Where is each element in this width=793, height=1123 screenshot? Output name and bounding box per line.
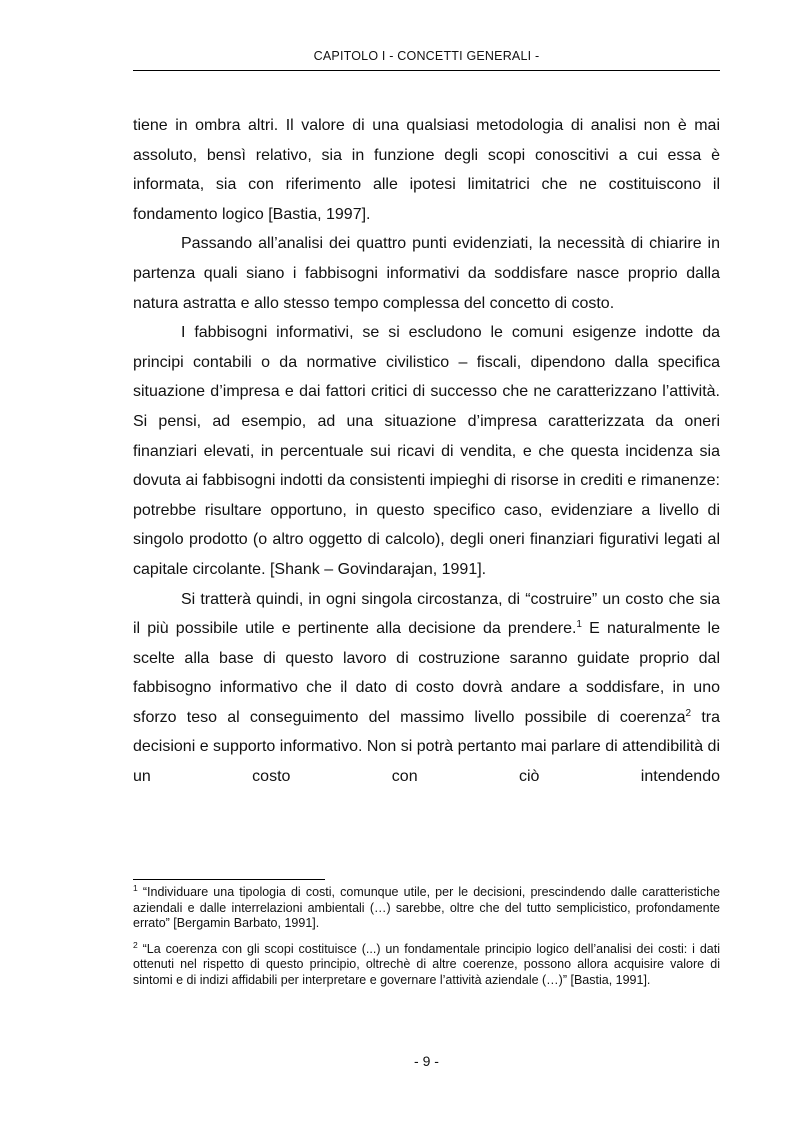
header-divider	[133, 70, 720, 71]
footnote-1	[133, 885, 720, 932]
paragraph-4-text-b: E naturalmente le scelte alla base di questo lavoro di costruzione saranno guidate proprio dal fabbisogno informativo che il dato di costo dovrà andare a soddisfare, in uno sforzo teso al conseguimento del massimo livello possibile di coerenza	[133, 620, 720, 726]
footnote-1-number: 1	[133, 883, 138, 893]
footnote-separator	[133, 879, 325, 880]
footnote-2-text: “La coerenza con gli scopi costituisce (...) un fondamentale principio logico dell’analisi dei costi: i dati ottenuti nel rispetto di questo principio, oltrechè di altre coerenze, possono allora acquisire valore di sintomi e di indizi affidabili per interpretare e governare l’attività aziendale (…)” [Bastia, 1991].	[133, 941, 720, 987]
paragraph-4-text-a: Si tratterà quindi, in ogni singola circostanza, di “costruire” un costo che sia il più possibile utile e pertinente alla decisione da prendere.	[133, 590, 720, 638]
running-header: CAPITOLO I - CONCETTI GENERALI -	[313, 49, 540, 63]
page-number: - 9 -	[414, 1053, 439, 1069]
footnote-2	[133, 939, 720, 989]
paragraph-2: Passando all’analisi dei quattro punti evidenziati, la necessità di chiarire in partenza quali siano i fabbisogni informativi da soddisfare nasce proprio dalla natura astratta e allo stesso tempo complessa del concetto di costo.	[133, 235, 720, 312]
footnote-2-number: 2	[133, 939, 138, 950]
paragraph-1: tiene in ombra altri. Il valore di una qualsiasi metodologia di analisi non è mai assoluto, bensì relativo, sia in funzione degli scopi conoscitivi a cui essa è informata, sia con riferimento alle ipotesi limitatrici che ne costituiscono il fondamento logico [Bastia, 1997].	[133, 117, 720, 223]
paragraph-3: I fabbisogni informativi, se si escludono le comuni esigenze indotte da principi contabili o da normative civilistico – fiscali, dipendono dalla specifica situazione d’impresa e dai fattori critici di successo che ne caratterizzano l’attività. Si pensi, ad esempio, ad una situazione d’impresa caratterizzata da oneri finanziari elevati, in percentuale sui ricavi di vendita, e che questa incidenza sia dovuta ai fabbisogni indotti da consistenti impieghi di risorse in crediti e rimanenze: potrebbe risultare opportuno, in questo specifico caso, evidenziare a livello di singolo prodotto (o altro oggetto di calcolo), degli oneri finanziari figurativi legati al capitale circolante. [Shank – Govindarajan, 1991].	[133, 324, 720, 578]
body-text	[133, 111, 720, 792]
footnote-ref-1[interactable]: 1	[576, 619, 582, 631]
paragraph-4-text-c: tra decisioni e supporto informativo. Non si potrà pertanto mai parlare di attendibilità di un costo con ciò intendendo	[133, 708, 720, 786]
footnote-ref-2[interactable]: 2	[685, 707, 692, 719]
footnotes	[133, 885, 720, 999]
footnote-1-text: “Individuare una tipologia di costi, comunque utile, per le decisioni, prescindendo dalle caratteristiche aziendali e dalle interrelazioni ambientali (…) sarebbe, oltre che del tutto semplicistico, profondamente errato” [Bergamin Barbato, 1991].	[133, 885, 720, 931]
paragraph-4	[133, 585, 720, 792]
